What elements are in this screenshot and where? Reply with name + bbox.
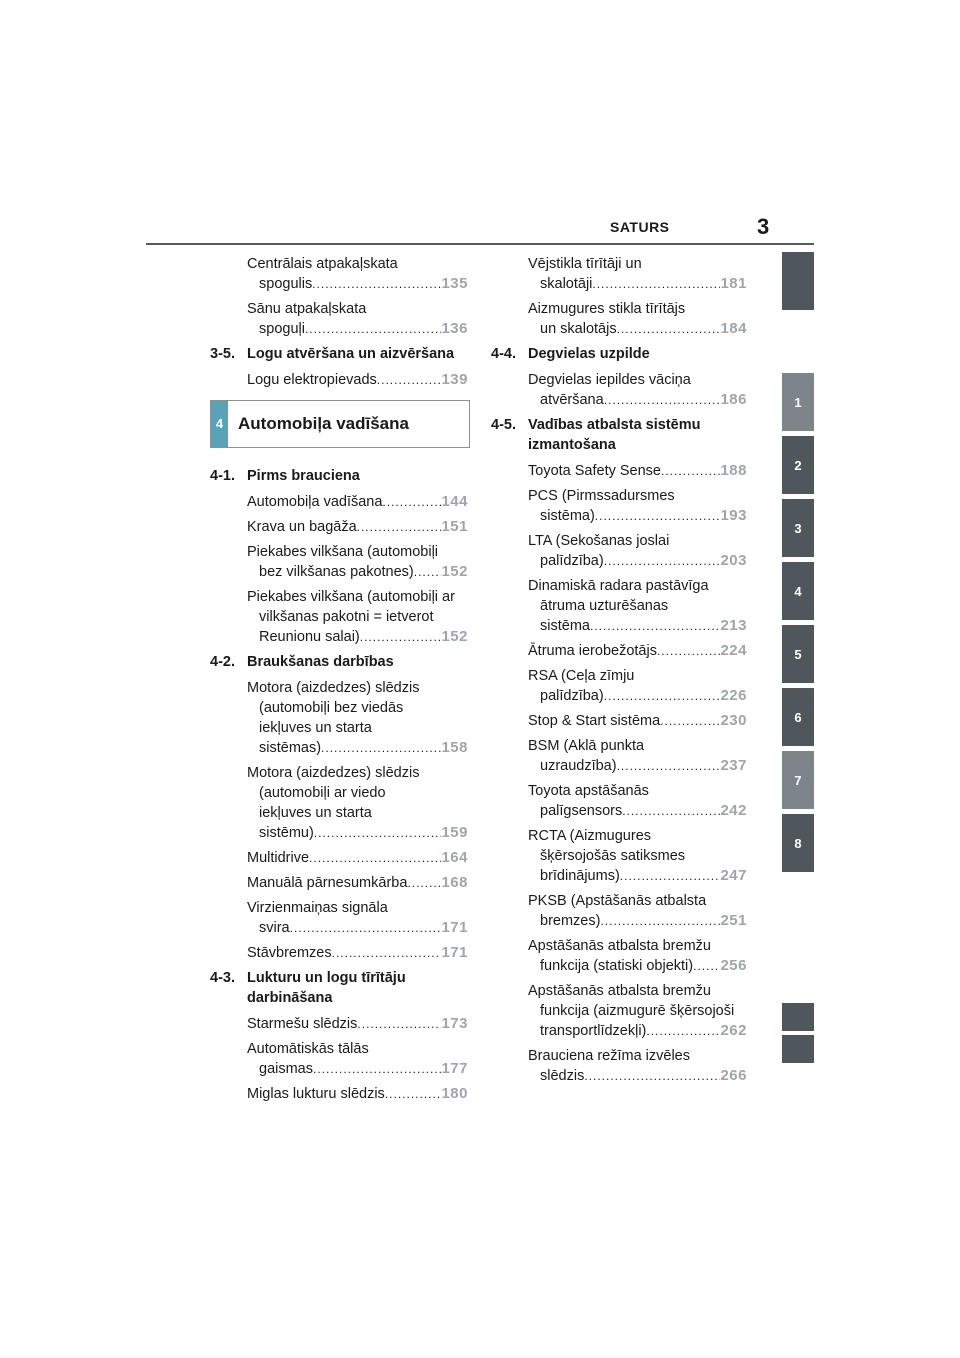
toc-entry-text: Krava un bagāža <box>247 519 357 535</box>
dot-leader <box>622 801 720 821</box>
page-reference[interactable]: 151 <box>441 518 468 535</box>
section-title: Degvielas uzpilde <box>528 346 650 362</box>
toc-entry[interactable] <box>210 873 468 893</box>
page-reference[interactable]: 152 <box>441 628 468 645</box>
toc-entry-text: Piekabes vilkšana (automobiļi <box>247 544 439 560</box>
page-reference[interactable]: 251 <box>720 912 747 929</box>
toc-entry-text: sistēma <box>540 618 590 634</box>
page-reference[interactable]: 224 <box>720 642 747 659</box>
toc-entry[interactable] <box>210 1084 468 1104</box>
toc-entry[interactable] <box>491 531 747 571</box>
toc-entry[interactable] <box>210 492 468 512</box>
toc-entry[interactable] <box>491 254 747 294</box>
page-reference[interactable]: 173 <box>441 1015 468 1032</box>
dot-leader <box>600 911 720 931</box>
page-reference[interactable]: 193 <box>720 507 747 524</box>
toc-entry[interactable] <box>210 943 468 963</box>
page-number: 3 <box>757 214 770 239</box>
toc-entry-text: bremzes) <box>540 913 601 929</box>
toc-entry-text: slēdzis <box>540 1068 585 1084</box>
section-number: 4-4. <box>491 346 516 362</box>
toc-entry-text: Dinamiskā radara pastāvīga <box>528 578 709 594</box>
toc-entry-text: Toyota apstāšanās <box>528 783 649 799</box>
page-reference[interactable]: 168 <box>441 874 468 891</box>
dot-leader <box>604 686 721 706</box>
toc-entry-text: un skalotājs <box>540 321 617 337</box>
chapter-tab-blank[interactable] <box>782 1003 814 1031</box>
toc-entry-text: Automātiskās tālās <box>247 1041 369 1057</box>
toc-entry-text: palīdzība) <box>540 553 604 569</box>
dot-leader <box>617 756 721 776</box>
dot-leader <box>360 627 442 647</box>
dot-leader <box>357 1014 441 1034</box>
chapter-tab-6[interactable]: 6 <box>782 688 814 746</box>
toc-entry-text: Starmešu slēdzis <box>247 1016 358 1032</box>
toc-entry[interactable] <box>210 299 468 339</box>
toc-entry-text: Vējstikla tīrītāji un <box>528 256 642 272</box>
section-title: Logu atvēršana un aizvēršana <box>247 346 455 362</box>
toc-entry-text: BSM (Aklā punkta <box>528 738 645 754</box>
toc-entry-text: RCTA (Aizmugures <box>528 828 652 844</box>
page-reference[interactable]: 186 <box>720 391 747 408</box>
chapter-tab-5[interactable]: 5 <box>782 625 814 683</box>
page-reference[interactable]: 177 <box>441 1060 468 1077</box>
section-heading <box>491 415 747 455</box>
toc-entry[interactable] <box>491 936 747 976</box>
toc-entry-text: spogulis <box>259 276 313 292</box>
toc-entry-text: LTA (Sekošanas joslai <box>528 533 670 549</box>
page-reference[interactable]: 136 <box>441 320 468 337</box>
toc-entry[interactable] <box>210 254 468 294</box>
dot-leader <box>592 274 720 294</box>
toc-entry-text: funkcija (statiski objekti) <box>540 958 694 974</box>
toc-entry-text: Logu elektropievads <box>247 372 377 388</box>
page-reference[interactable]: 181 <box>720 275 747 292</box>
toc-entry[interactable] <box>491 461 747 481</box>
toc-left-column <box>210 254 468 1109</box>
toc-entry-text: vilkšanas pakotni = ietverot <box>259 609 434 625</box>
page-reference[interactable]: 230 <box>720 712 747 729</box>
toc-entry[interactable] <box>491 1046 747 1086</box>
section-title: Pirms brauciena <box>247 468 360 484</box>
page-reference[interactable]: 266 <box>720 1067 747 1084</box>
dot-leader <box>584 1066 720 1086</box>
dot-leader <box>332 943 442 963</box>
chapter-tab-1[interactable]: 1 <box>782 373 814 431</box>
toc-entry[interactable] <box>210 898 468 938</box>
toc-entry-text: PCS (Pirmssadursmes <box>528 488 675 504</box>
dot-leader <box>407 873 441 893</box>
toc-entry-text: Motora (aizdedzes) slēdzis <box>247 680 420 696</box>
toc-entry-text: Multidrive <box>247 850 310 866</box>
dot-leader <box>312 274 441 294</box>
toc-entry-text: transportlīdzekļi) <box>540 1023 647 1039</box>
section-heading <box>210 652 468 672</box>
section-number: 4-1. <box>210 468 235 484</box>
toc-entry-text: uzraudzība) <box>540 758 617 774</box>
toc-entry[interactable] <box>491 891 747 931</box>
toc-entry[interactable] <box>210 763 468 843</box>
toc-right-column <box>491 254 747 1091</box>
page-reference[interactable]: 256 <box>720 957 747 974</box>
chapter-tab-blank[interactable] <box>782 252 814 310</box>
toc-entry[interactable] <box>210 542 468 582</box>
dot-leader <box>660 711 720 731</box>
dot-leader <box>314 823 442 843</box>
toc-entry-text: Centrālais atpakaļskata <box>247 256 398 272</box>
dot-leader <box>590 616 721 636</box>
page-reference[interactable]: 188 <box>720 462 747 479</box>
page-reference[interactable]: 139 <box>441 371 468 388</box>
toc-entry-text: Toyota Safety Sense <box>528 463 661 479</box>
toc-entry-text: atvēršana <box>540 392 604 408</box>
toc-entry[interactable] <box>491 711 747 731</box>
section-title: Lukturu un logu tīrītāju darbināšana <box>247 970 406 1006</box>
toc-entry-text: Stāvbremzes <box>247 945 332 961</box>
dot-leader <box>377 370 442 390</box>
dot-leader <box>305 319 442 339</box>
toc-entry-text: funkcija (aizmugurē šķērsojoši <box>540 1003 735 1019</box>
page-reference[interactable]: 247 <box>720 867 747 884</box>
dot-leader <box>309 848 441 868</box>
toc-entry[interactable] <box>491 666 747 706</box>
chapter-tab-2[interactable]: 2 <box>782 436 814 494</box>
dot-leader <box>646 1021 720 1041</box>
chapter-tab-4[interactable]: 4 <box>782 562 814 620</box>
section-title: Braukšanas darbības <box>247 654 394 670</box>
toc-entry-text: PKSB (Apstāšanās atbalsta <box>528 893 707 909</box>
toc-entry[interactable] <box>210 848 468 868</box>
toc-entry-text: palīdzība) <box>540 688 604 704</box>
page-reference[interactable]: 164 <box>441 849 468 866</box>
chapter-tab-blank[interactable] <box>782 1035 814 1063</box>
toc-entry-text: sistēmu) <box>259 825 314 841</box>
chapter-tab-8[interactable]: 8 <box>782 814 814 872</box>
section-heading <box>491 344 747 364</box>
toc-entry-text: iekļuves un starta <box>259 805 372 821</box>
section-heading <box>210 466 468 486</box>
toc-entry-text: spoguļi <box>259 321 305 337</box>
toc-entry-text: Aizmugures stikla tīrītājs <box>528 301 686 317</box>
chapter-number: 4 <box>211 401 228 447</box>
toc-entry[interactable] <box>491 981 747 1041</box>
section-title: Vadības atbalsta sistēmu izmantošana <box>528 417 701 453</box>
dot-leader <box>385 1084 442 1104</box>
toc-entry-text: (automobiļi bez viedās <box>259 700 404 716</box>
page-header-title: SATURS <box>610 219 670 235</box>
page-reference[interactable]: 171 <box>441 944 468 961</box>
toc-entry-text: Automobiļa vadīšana <box>247 494 383 510</box>
toc-entry-text: Degvielas iepildes vāciņa <box>528 372 691 388</box>
page-reference[interactable]: 262 <box>720 1022 747 1039</box>
toc-entry[interactable] <box>491 781 747 821</box>
chapter-title: Automobiļa vadīšana <box>238 414 409 433</box>
toc-entry-text: svira <box>259 920 290 936</box>
toc-entry-text: Reunionu salai) <box>259 629 360 645</box>
page-reference[interactable]: 203 <box>720 552 747 569</box>
toc-entry-text: Piekabes vilkšana (automobiļi ar <box>247 589 455 605</box>
dot-leader <box>617 319 721 339</box>
toc-entry-text: Apstāšanās atbalsta bremžu <box>528 938 711 954</box>
toc-entry[interactable] <box>491 486 747 526</box>
dot-leader <box>321 738 441 758</box>
toc-entry-text: sistēma) <box>540 508 595 524</box>
toc-entry-text: iekļuves un starta <box>259 720 372 736</box>
toc-entry-text: RSA (Ceļa zīmju <box>528 668 635 684</box>
toc-entry-text: palīgsensors <box>540 803 623 819</box>
dot-leader <box>604 390 721 410</box>
toc-entry-text: gaismas <box>259 1061 313 1077</box>
toc-entry-text: Brauciena režīma izvēles <box>528 1048 690 1064</box>
toc-entry[interactable] <box>210 587 468 647</box>
chapter-tab-3[interactable]: 3 <box>782 499 814 557</box>
toc-entry-text: Manuālā pārnesumkārba <box>247 875 408 891</box>
toc-entry-text: Virzienmaiņas signāla <box>247 900 388 916</box>
toc-entry-text: Miglas lukturu slēdzis <box>247 1086 385 1102</box>
toc-entry-text: skalotāji <box>540 276 593 292</box>
toc-entry-text: Sānu atpakaļskata <box>247 301 367 317</box>
dot-leader <box>414 562 442 582</box>
toc-entry[interactable] <box>491 736 747 776</box>
toc-entry-text: Ātruma ierobežotājs <box>528 643 657 659</box>
chapter-heading-box <box>210 400 470 448</box>
toc-entry-text: (automobiļi ar viedo <box>259 785 386 801</box>
header-divider <box>146 243 814 245</box>
page-reference[interactable]: 158 <box>441 739 468 756</box>
page-reference[interactable]: 159 <box>441 824 468 841</box>
toc-entry-text: sistēmas) <box>259 740 322 756</box>
page-reference[interactable]: 152 <box>441 563 468 580</box>
page-reference[interactable]: 242 <box>720 802 747 819</box>
page-reference[interactable]: 237 <box>720 757 747 774</box>
toc-entry[interactable] <box>210 517 468 537</box>
page-reference[interactable]: 135 <box>441 275 468 292</box>
toc-entry-text: Stop & Start sistēma <box>528 713 661 729</box>
dot-leader <box>604 551 721 571</box>
section-heading <box>210 344 468 364</box>
toc-entry[interactable] <box>491 826 747 886</box>
toc-entry[interactable] <box>210 1014 468 1034</box>
page-reference[interactable]: 213 <box>720 617 747 634</box>
page-reference[interactable]: 184 <box>720 320 747 337</box>
toc-entry[interactable] <box>491 299 747 339</box>
toc-entry-text: brīdinājums) <box>540 868 620 884</box>
dot-leader <box>313 1059 441 1079</box>
page-reference[interactable]: 144 <box>441 493 468 510</box>
dot-leader <box>357 517 442 537</box>
dot-leader <box>595 506 721 526</box>
section-heading <box>210 968 468 1008</box>
dot-leader <box>382 492 441 512</box>
toc-entry[interactable] <box>491 370 747 410</box>
toc-entry[interactable] <box>491 576 747 636</box>
page-reference[interactable]: 180 <box>441 1085 468 1102</box>
toc-entry-text: ātruma uzturēšanas <box>540 598 669 614</box>
toc-entry-text: šķērsojošās satiksmes <box>540 848 686 864</box>
toc-entry-text: Motora (aizdedzes) slēdzis <box>247 765 420 781</box>
toc-entry[interactable] <box>210 1039 468 1079</box>
toc-entry[interactable] <box>491 641 747 661</box>
dot-leader <box>657 641 721 661</box>
section-number: 4-5. <box>491 417 516 433</box>
toc-entry-text: Apstāšanās atbalsta bremžu <box>528 983 711 999</box>
section-number: 4-3. <box>210 970 235 986</box>
section-number: 4-2. <box>210 654 235 670</box>
dot-leader <box>620 866 721 886</box>
page-reference[interactable]: 226 <box>720 687 747 704</box>
section-number: 3-5. <box>210 346 235 362</box>
dot-leader <box>661 461 720 481</box>
toc-entry[interactable] <box>210 370 468 390</box>
toc-entry-text: bez vilkšanas pakotnes) <box>259 564 414 580</box>
chapter-tab-7[interactable]: 7 <box>782 751 814 809</box>
page-reference[interactable]: 171 <box>441 919 468 936</box>
toc-entry[interactable] <box>210 678 468 758</box>
dot-leader <box>693 956 720 976</box>
dot-leader <box>290 918 442 938</box>
